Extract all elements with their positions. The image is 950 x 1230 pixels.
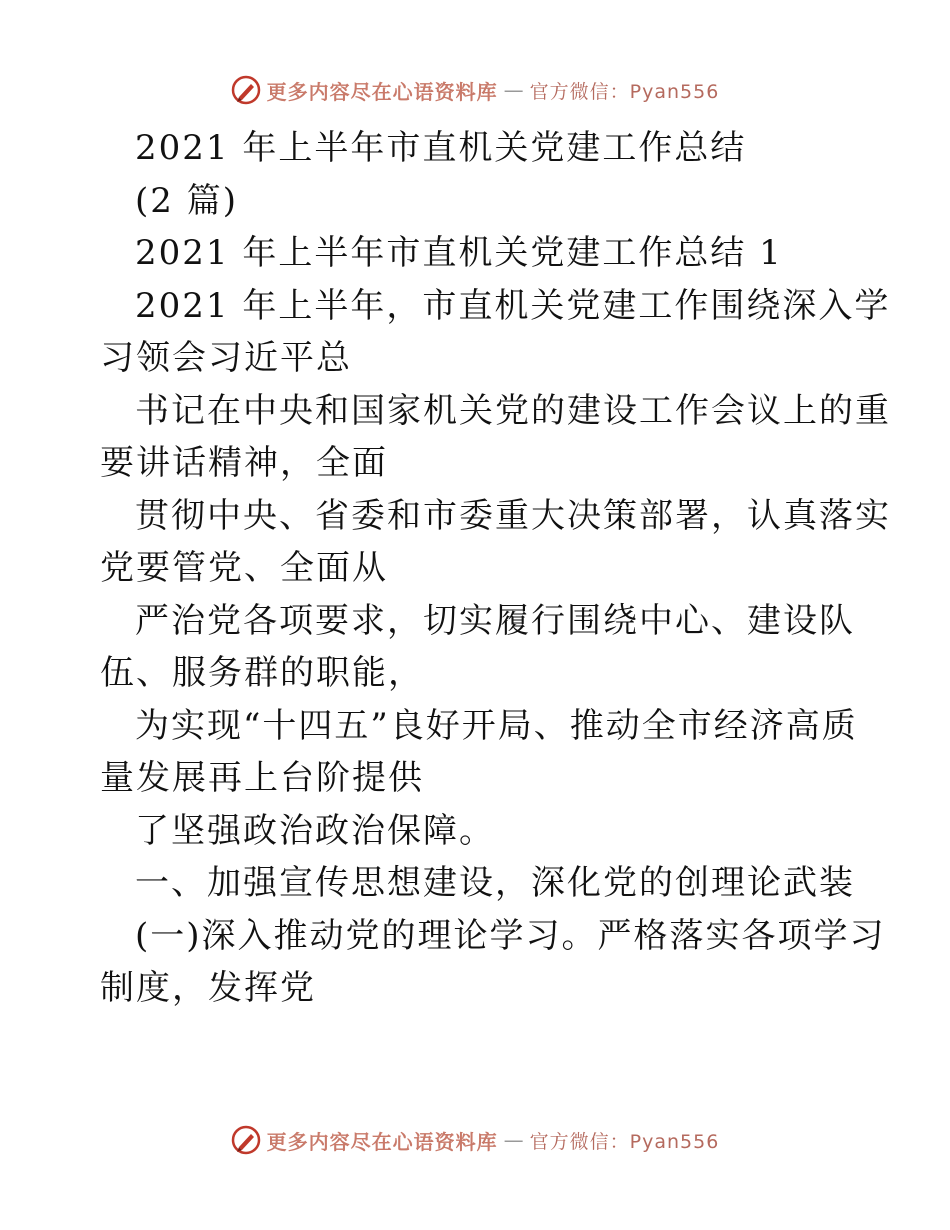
- section-heading: 一、加强宣传思想建设，深化党的创理论武装: [135, 863, 855, 903]
- paragraph-line: 制度，发挥党: [100, 968, 316, 1008]
- pen-logo-icon: [231, 1125, 261, 1155]
- paragraph-line: 严治党各项要求，切实履行围绕中心、建设队: [135, 600, 855, 641]
- banner-brand-text: 更多内容尽在心语资料库: [266, 1129, 498, 1154]
- banner-contact-text: 官方微信：Pyan556: [529, 1130, 720, 1153]
- paragraph-line: 2021 年上半年，市直机关党建工作围绕深入学: [135, 285, 891, 326]
- paragraph-line: (一)深入推动党的理论学习。严格落实各项学习: [135, 915, 886, 956]
- banner-separator: —: [503, 78, 524, 102]
- paragraph-line: 贯彻中央、省委和市委重大决策部署，认真落实: [135, 495, 891, 536]
- pen-logo-icon: [231, 75, 261, 105]
- paragraph-line: 习领会习近平总: [100, 338, 352, 378]
- doc-title: 2021 年上半年市直机关党建工作总结: [135, 128, 747, 168]
- paragraph-line: 党要管党、全面从: [100, 548, 388, 588]
- paragraph-line: 伍、服务群的职能，: [100, 653, 424, 693]
- banner-brand-text: 更多内容尽在心语资料库: [266, 79, 498, 104]
- paragraph-line: 量发展再上台阶提供: [100, 758, 424, 798]
- section-heading: 2021 年上半年市直机关党建工作总结 1: [135, 233, 783, 273]
- footer-banner: [0, 1120, 950, 1160]
- header-banner: [0, 70, 950, 110]
- banner-separator: —: [503, 1128, 524, 1152]
- doc-subtitle: (2 篇): [135, 180, 238, 221]
- paragraph-line: 为实现“十四五”良好开局、推动全市经济高质: [135, 705, 858, 746]
- paragraph-line: 要讲话精神，全面: [100, 443, 388, 483]
- paragraph-line: 了坚强政治政治保障。: [135, 810, 495, 851]
- banner-contact-text: 官方微信：Pyan556: [529, 80, 720, 103]
- paragraph-line: 书记在中央和国家机关党的建设工作会议上的重: [135, 390, 891, 431]
- document-body: [100, 122, 891, 1015]
